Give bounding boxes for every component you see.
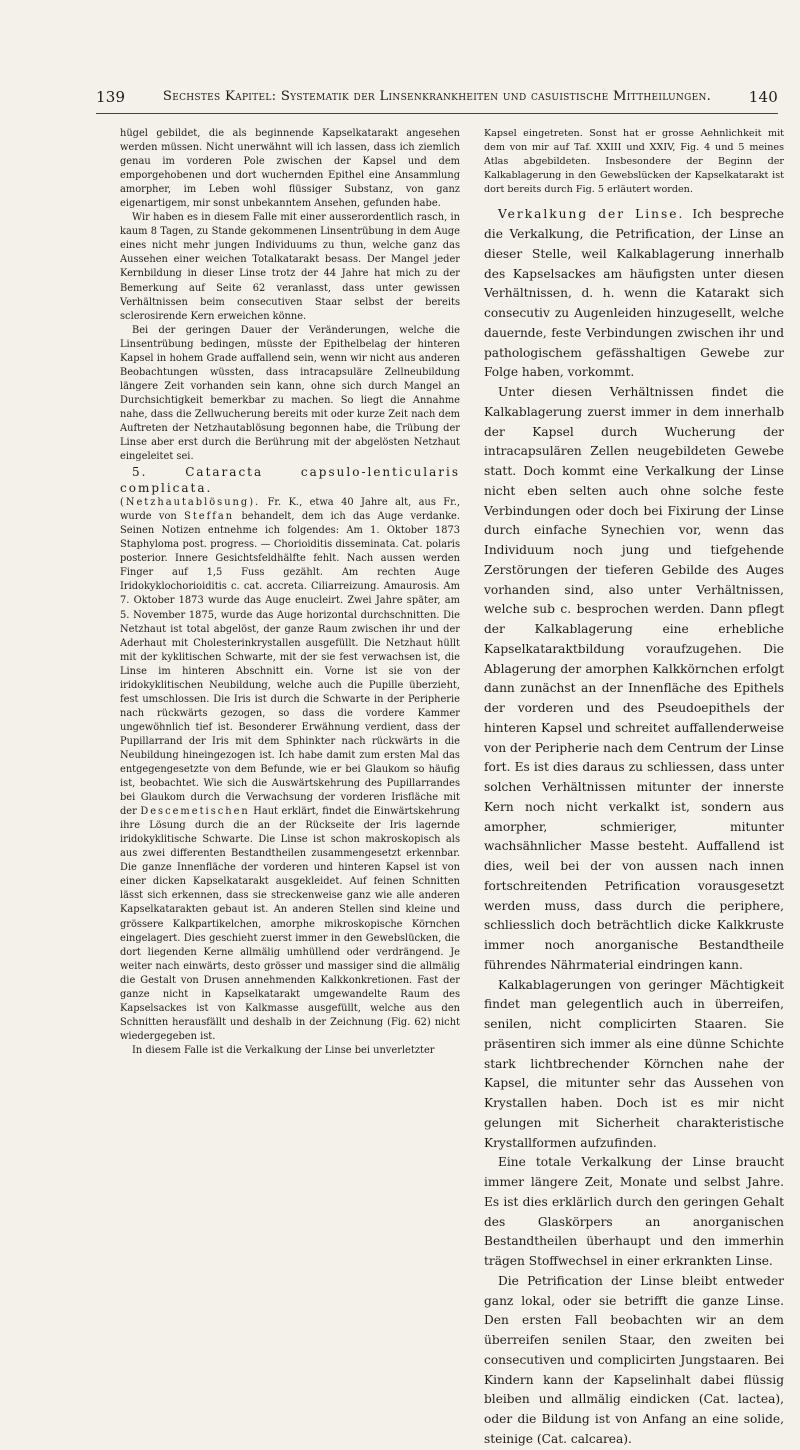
chapter-title: Sechstes Kapitel: Systematik der Linsenkrankheiten und casuistische Mittheilungen.: [162, 89, 712, 104]
person-name: Steffan: [184, 511, 235, 523]
page-number-right: 140: [748, 88, 778, 106]
paragraph-text: Haut erklärt, findet die Einwärtskehrung ihre Lösung durch die an der Rückseite der Iris lagernde iridokyklitische Schwarte. Die Linse ist schon makroskopisch als aus zwei differenten Bestandtheilen zusammengesetzt erkennbar. Die ganze Innenfläche der vorderen und hinteren Kapsel ist von einer dicken Kapselkatarakt ausgekleidet. Auf feinen Schnitten lässt sich erkennen, dass sie streckenweise ganz wie alle anderen Kapselkatarakten gebaut ist. An anderen Stellen sind kleine und grössere Kalkpartikelchen, amorphe mikroskopische Körnchen eingelagert. Dies geschieht zuerst immer in den Gewebslücken, die dort liegenden Kerne allmälig umhüllend oder verdrängend. Je weiter nach einwärts, desto grösser und massiger sind die allmälig die Gestalt von Drusen annehmenden Kalkkonkretionen. Fast der ganze nicht in Kapselkatarakt umgewandelte Raum des Kapselsackes ist von Kalkmasse ausgefüllt, welche aus den Schnitten herausfällt und deshalb in der Zeichnung (Fig. 62) nicht wiedergegeben ist.: [120, 806, 460, 1042]
header-rule: [96, 113, 778, 114]
page-number-left: 139: [96, 88, 126, 106]
paragraph-text: Ich bespreche die Verkalkung, die Petrification, der Linse an dieser Stelle, weil Kalkablagerung innerhalb des Kapselsackes am häufigsten unter diesen Verhältnissen, d. h. wenn die Katarakt sich consecutiv zu Augenleiden hinzugesellt, welche dauernde, feste Verbindungen zwischen ihr und pathologischem gefässhaltigen Gewebe zur Folge haben, vorkommt.: [484, 207, 784, 380]
section-lead: Verkalkung der Linse.: [498, 207, 685, 222]
right-column: [484, 127, 784, 1450]
paragraph: hügel gebildet, die als beginnende Kapselkatarakt angesehen werden müssen. Nicht unerwähnt will ich lassen, dass ich ziemlich genau im vorderen Pole zwischen der Kapsel und dem emporgehobenen und dort wuchernden Epithel eine Ansammlung amorpher, im Leben wohl flüssiger Substanz, von ganz eigenartigem, mir sonst unbekanntem Ansehen, gefunden habe.: [120, 128, 460, 210]
paragraph: [120, 496, 460, 1044]
paragraph: Kapsel eingetreten. Sonst hat er grosse Aehnlichkeit mit dem von mir auf Taf. XXIII und XXIV, Fig. 4 und 5 meines Atlas abgebildeten. Insbesondere der Beginn der Kalkablagerung in den Gewebslücken der Kapselkatarakt ist dort bereits durch Fig. 5 erläutert worden.: [484, 128, 784, 196]
paragraph: In diesem Falle ist die Verkalkung der Linse bei unverletzter: [132, 1044, 435, 1056]
paragraph: Kalkablagerungen von geringer Mächtigkeit findet man gelegentlich auch in überreifen, senilen, nicht complicirten Staaren. Sie präsentiren sich immer als eine dünne Schichte stark lichtbrechender Körnchen nahe der Kapsel, die mitunter sehr das Aussehen von Krystallen haben. Doch ist es mir nicht gelungen mit Sicherheit charakteristische Krystallformen aufzufinden.: [484, 977, 784, 1150]
paragraph: Bei der geringen Dauer der Veränderungen, welche die Linsentrübung bedingen, müsste der Epithelbelag der hinteren Kapsel in hohem Grade auffallend sein, wenn wir nicht aus anderen Beobachtungen wüssten, dass intracapsuläre Zellneubildung längere Zeit vorhanden sein kann, ohne sich durch Mangel an Durchsichtigkeit bemerkbar zu machen. So liegt die Annahme nahe, dass die Zellwucherung bereits mit oder kurze Zeit nach dem Auftreten der Netzhautablösung begonnen habe, die Trübung der Linse aber erst durch die Berührung mit der abgelösten Netzhaut eingeleitet sei.: [120, 324, 460, 463]
paragraph: [484, 205, 784, 383]
section-body: [484, 205, 784, 1449]
left-column: [120, 127, 460, 1058]
case-intro: Fr. K., etwa 40 Jahre alt, aus Fr., wurde von: [120, 497, 460, 523]
paragraph: Eine totale Verkalkung der Linse braucht immer längere Zeit, Monate und selbst Jahre. Es ist dies erklärlich durch den geringen Gehalt des Glaskörpers an anorganischen Bestandtheilen überhaupt und den immerhin trägen Stoffwechsel in einer erkrankten Linse.: [484, 1155, 784, 1269]
section-heading-title: 5. Cataracta capsulo-lenticularis complicata.: [120, 465, 460, 496]
running-header: [96, 88, 778, 110]
case-subtitle: (Netzhautablösung).: [120, 497, 261, 509]
paragraph: Die Petrification der Linse bleibt entweder ganz lokal, oder sie betrifft die ganze Linse. Den ersten Fall beobachten wir an dem überreifen senilen Staar, den zweiten bei consecutiven und complicirten Jungstaaren. Bei Kindern kann der Kapselinhalt dabei flüssig bleiben und allmälig eindicken (Cat. lactea), oder die Bildung ist von Anfang an eine solide, steinige (Cat. calcarea).: [484, 1273, 784, 1446]
paragraph: Wir haben es in diesem Falle mit einer ausserordentlich rasch, in kaum 8 Tagen, zu Stande gekommenen Linsentrübung in dem Auge eines nicht mehr jungen Individuums zu thun, welche ganz das Aussehen einer weichen Totalkatarakt besass. Der Mangel jeder Kernbildung in dieser Linse trotz der 44 Jahre hat mich zu der Bemerkung auf Seite 62 veranlasst, dass unter gewissen Verhältnissen beim consecutiven Staar selbst der bereits sclerosirende Kern erweichen könne.: [120, 212, 460, 322]
paragraph-text: behandelt, dem ich das Auge verdanke. Seinen Notizen entnehme ich folgendes: Am 1. Oktober 1873 Staphyloma post. progress. — Chorioiditis disseminata. Cat. polaris posterior. Innere Gesichtsfeldhälfte fehlt. Nach aussen werden Finger auf 1,5 Fuss gezählt. Am rechten Auge Iridokyklochorioiditis c. cat. accreta. Ciliarreizung. Amaurosis. Am 7. Oktober 1873 wurde das Auge enucleirt. Zwei Jahre später, am 5. November 1875, wurde das Auge horizontal durchschnitten. Die Netzhaut ist total abgelöst, der ganze Raum zwischen ihr und der Aderhaut mit Cholesterinkrystallen ausgefüllt. Die Netzhaut hüllt mit der kyklitischen Schwarte, mit der sie fest verwachsen ist, die Linse im hinteren Abschnitt ein. Vorne ist sie von der iridokyklitischen Neubildung, welche auch die Pupille überzieht, fest umschlossen. Die Iris ist durch die Schwarte in der Peripherie nach rückwärts gezogen, so dass die vordere Kammer ungewöhnlich tief ist. Besonderer Erwähnung verdient, dass der Pupillarrand der Iris mit dem Sphinkter nach rückwärts in die Neubildung hineingezogen ist. Ich habe damit zum ersten Mal das entgegengesetzte von dem Befunde, wie er bei Glaukom so häufig ist, beobachtet. Wie sich die Auswärtskehrung des Pupillarrandes bei Glaukom durch die Verwachsung der vorderen Irisfläche mit der: [120, 511, 460, 818]
paragraph: Unter diesen Verhältnissen findet die Kalkablagerung zuerst immer in dem innerhalb der Kapsel durch Wucherung der intracapsulären Zellen neugebildeten Gewebe statt. Doch kommt eine Verkalkung der Linse nicht eben selten auch ohne solche feste Verbindungen oder doch bei Fixirung der Linse durch einfache Synechien vor, wenn das Individuum noch jung und tiefgehende Zerstörungen der tieferen Gebilde des Auges vorhanden sind, also unter Verhältnissen, welche sub c. besprochen werden. Dann pflegt der Kalkablagerung eine erhebliche Kapselkataraktbildung voraufzugehen. Die Ablagerung der amorphen Kalkkörnchen erfolgt dann zunächst an der Innenfläche des Epithels der vorderen und des Pseudoepithels der hinteren Kapsel und schreitet auffallenderweise von der Peripherie nach dem Centrum der Linse fort. Es ist dies daraus zu schliessen, dass unter solchen Verhältnissen mitunter der innerste Kern noch nicht verkalkt ist, sondern aus amorpher, schmieriger, mitunter wachsähnlicher Masse besteht. Auffallend ist dies, weil bei der von aussen nach innen fortschreitenden Petrification vorausgesetzt werden muss, dass durch die periphere, schliesslich doch beträchtlich dicke Kalkkruste immer noch anorganische Bestandtheile führendes Nährmaterial eindringen kann.: [484, 385, 784, 972]
section-heading: [120, 464, 460, 496]
person-name: Descemetischen: [140, 806, 250, 818]
